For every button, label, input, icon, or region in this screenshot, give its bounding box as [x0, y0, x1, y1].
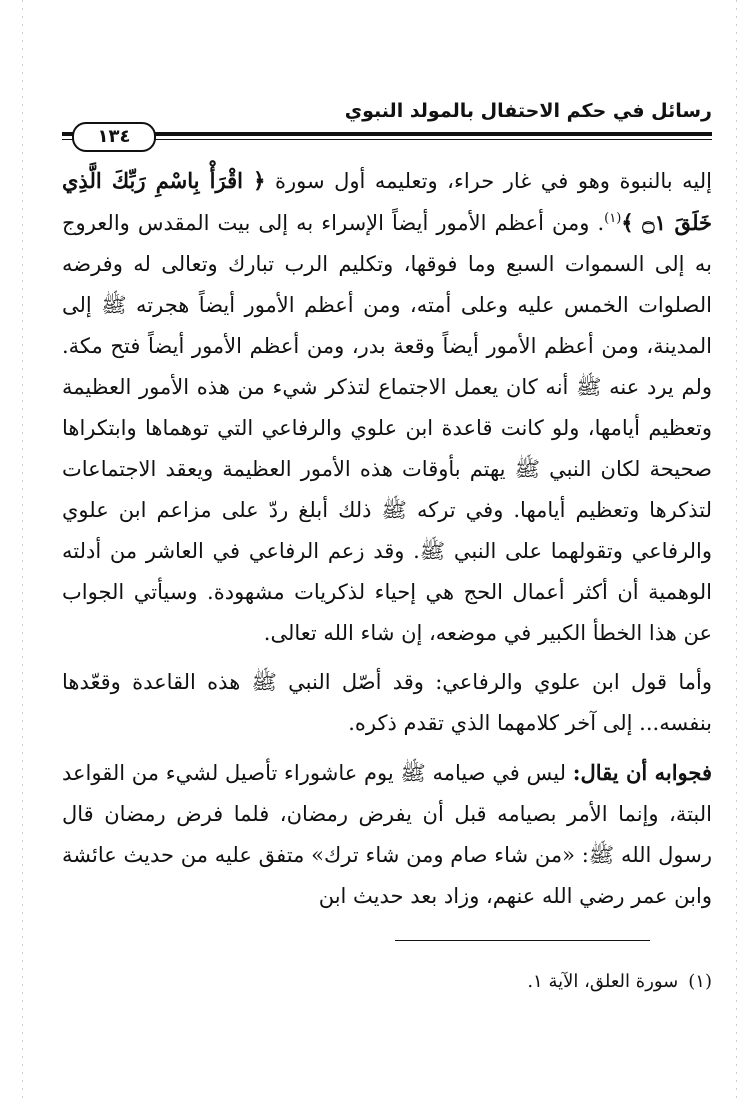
paragraph-3-text: ليس في صيامه ﷺ يوم عاشوراء تأصيل لشيء من القواعد البتة، وإنما الأمر بصيامه قبل أن يفرض رمضان، فلما فرض رمضان قال رسول الله ﷺ: «من شاء صام ومن شاء ترك» متفق عليه من حديث عائشة وابن عمر رضي الله عنهم، وزاد بعد حديث ابن — [62, 761, 712, 908]
running-title: رسائل في حكم الاحتفال بالمولد النبوي — [344, 100, 712, 122]
paragraph-1-rest: . ومن أعظم الأمور أيضاً الإسراء به إلى بيت المقدس والعروج به إلى السموات السبع وما فوقها، وتكليم الرب تبارك وتعالى له وفرضه الصلوات الخمس عليه وعلى أمته، ومن أعظم الأمور أيضاً هجرته ﷺ إلى المدينة، ومن أعظم الأمور أيضاً وقعة بدر، ومن أعظم الأمور أيضاً فتح مكة. ولم يرد عنه ﷺ أنه كان يعمل الاجتماع لتذكر شيء من هذه الأمور العظيمة وتعظيم أيامها، ولو كانت قاعدة ابن علوي والرفاعي التي توهماها وابتكراها صحيحة لكان النبي ﷺ يهتم بأوقات هذه الأمور العظيمة ويعقد الاجتماعات لتذكرها وتعظيم أيامها. وفي تركه ﷺ ذلك أبلغ ردّ على مزاعم ابن علوي والرفاعي وتقولهما على النبي ﷺ. وقد زعم الرفاعي في العاشر من أدلته الوهمية أن أكثر أعمال الحج هي إحياء لذكريات مشهودة. وسيأتي الجواب عن هذا الخطأ الكبير في موضعه، إن شاء الله تعالى. — [62, 211, 712, 645]
body-text — [62, 160, 712, 917]
footnote-text: سورة العلق، الآية ١. — [527, 971, 679, 992]
page-number: ١٣٤ — [72, 122, 156, 152]
paragraph-3-lead: فجوابه أن يقال: — [572, 760, 712, 785]
page-header — [62, 92, 712, 152]
margin-guide — [736, 0, 737, 1098]
footnote-number: (١) — [688, 971, 712, 992]
header-rule-thin — [62, 139, 712, 140]
footnote — [62, 968, 712, 996]
paragraph-3 — [62, 752, 712, 917]
quran-verse: ﴿ اقْرَأْ بِاسْمِ رَبِّكَ الَّذِي خَلَقَ ۝١ ﴾ — [62, 168, 712, 235]
paragraph-1 — [62, 160, 712, 654]
footnote-separator — [395, 940, 650, 941]
header-rule — [62, 132, 712, 136]
paragraph-1-start: إليه بالنبوة وهو في غار حراء، وتعليمه أول سورة — [274, 169, 712, 193]
margin-guide — [22, 0, 23, 1098]
footnote-reference: (١) — [604, 211, 622, 226]
paragraph-2: وأما قول ابن علوي والرفاعي: وقد أصّل النبي ﷺ هذه القاعدة وقعّدها بنفسه... إلى آخر كلامهما الذي تقدم ذكره. — [62, 670, 712, 735]
